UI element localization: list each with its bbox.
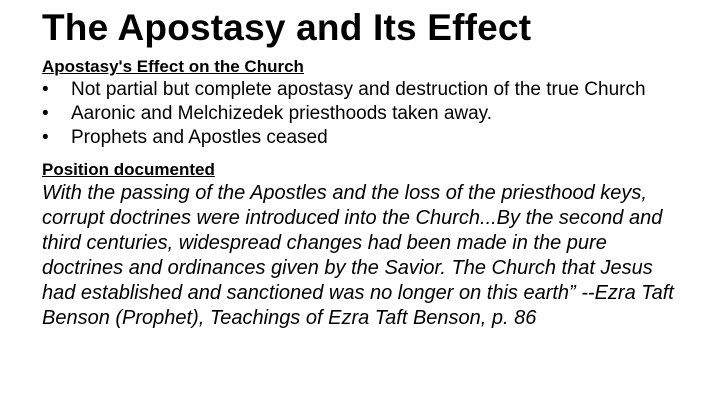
section-heading-effect: Apostasy's Effect on the Church [42, 57, 304, 76]
bullet-item [42, 126, 692, 150]
bullet-dot: • [42, 79, 49, 100]
bullet-item [42, 102, 692, 126]
bullet-text: Prophets and Apostles ceased [71, 127, 328, 148]
bullet-item [42, 78, 692, 102]
bullet-dot: • [42, 127, 49, 148]
slide-title: The Apostasy and Its Effect [42, 7, 532, 48]
section-heading-position: Position documented [42, 160, 215, 179]
bullet-dot: • [42, 103, 49, 124]
bullet-text: Aaronic and Melchizedek priesthoods taken away. [71, 103, 493, 124]
bullet-text: Not partial but complete apostasy and destruction of the true Church [71, 79, 646, 100]
bullet-list [42, 78, 692, 150]
slide-content [42, 56, 692, 331]
quote-text: With the passing of the Apostles and the loss of the priesthood keys, corrupt doctrines were introduced into the Church...By the second and third centuries, widespread changes had been made in the pure doctrines and ordinances given by the Savior. The Church that Jesus had established and sanctioned was no longer on this earth” --Ezra Taft Benson (Prophet), Teachings of Ezra Taft Benson, p. 86 [42, 182, 674, 329]
